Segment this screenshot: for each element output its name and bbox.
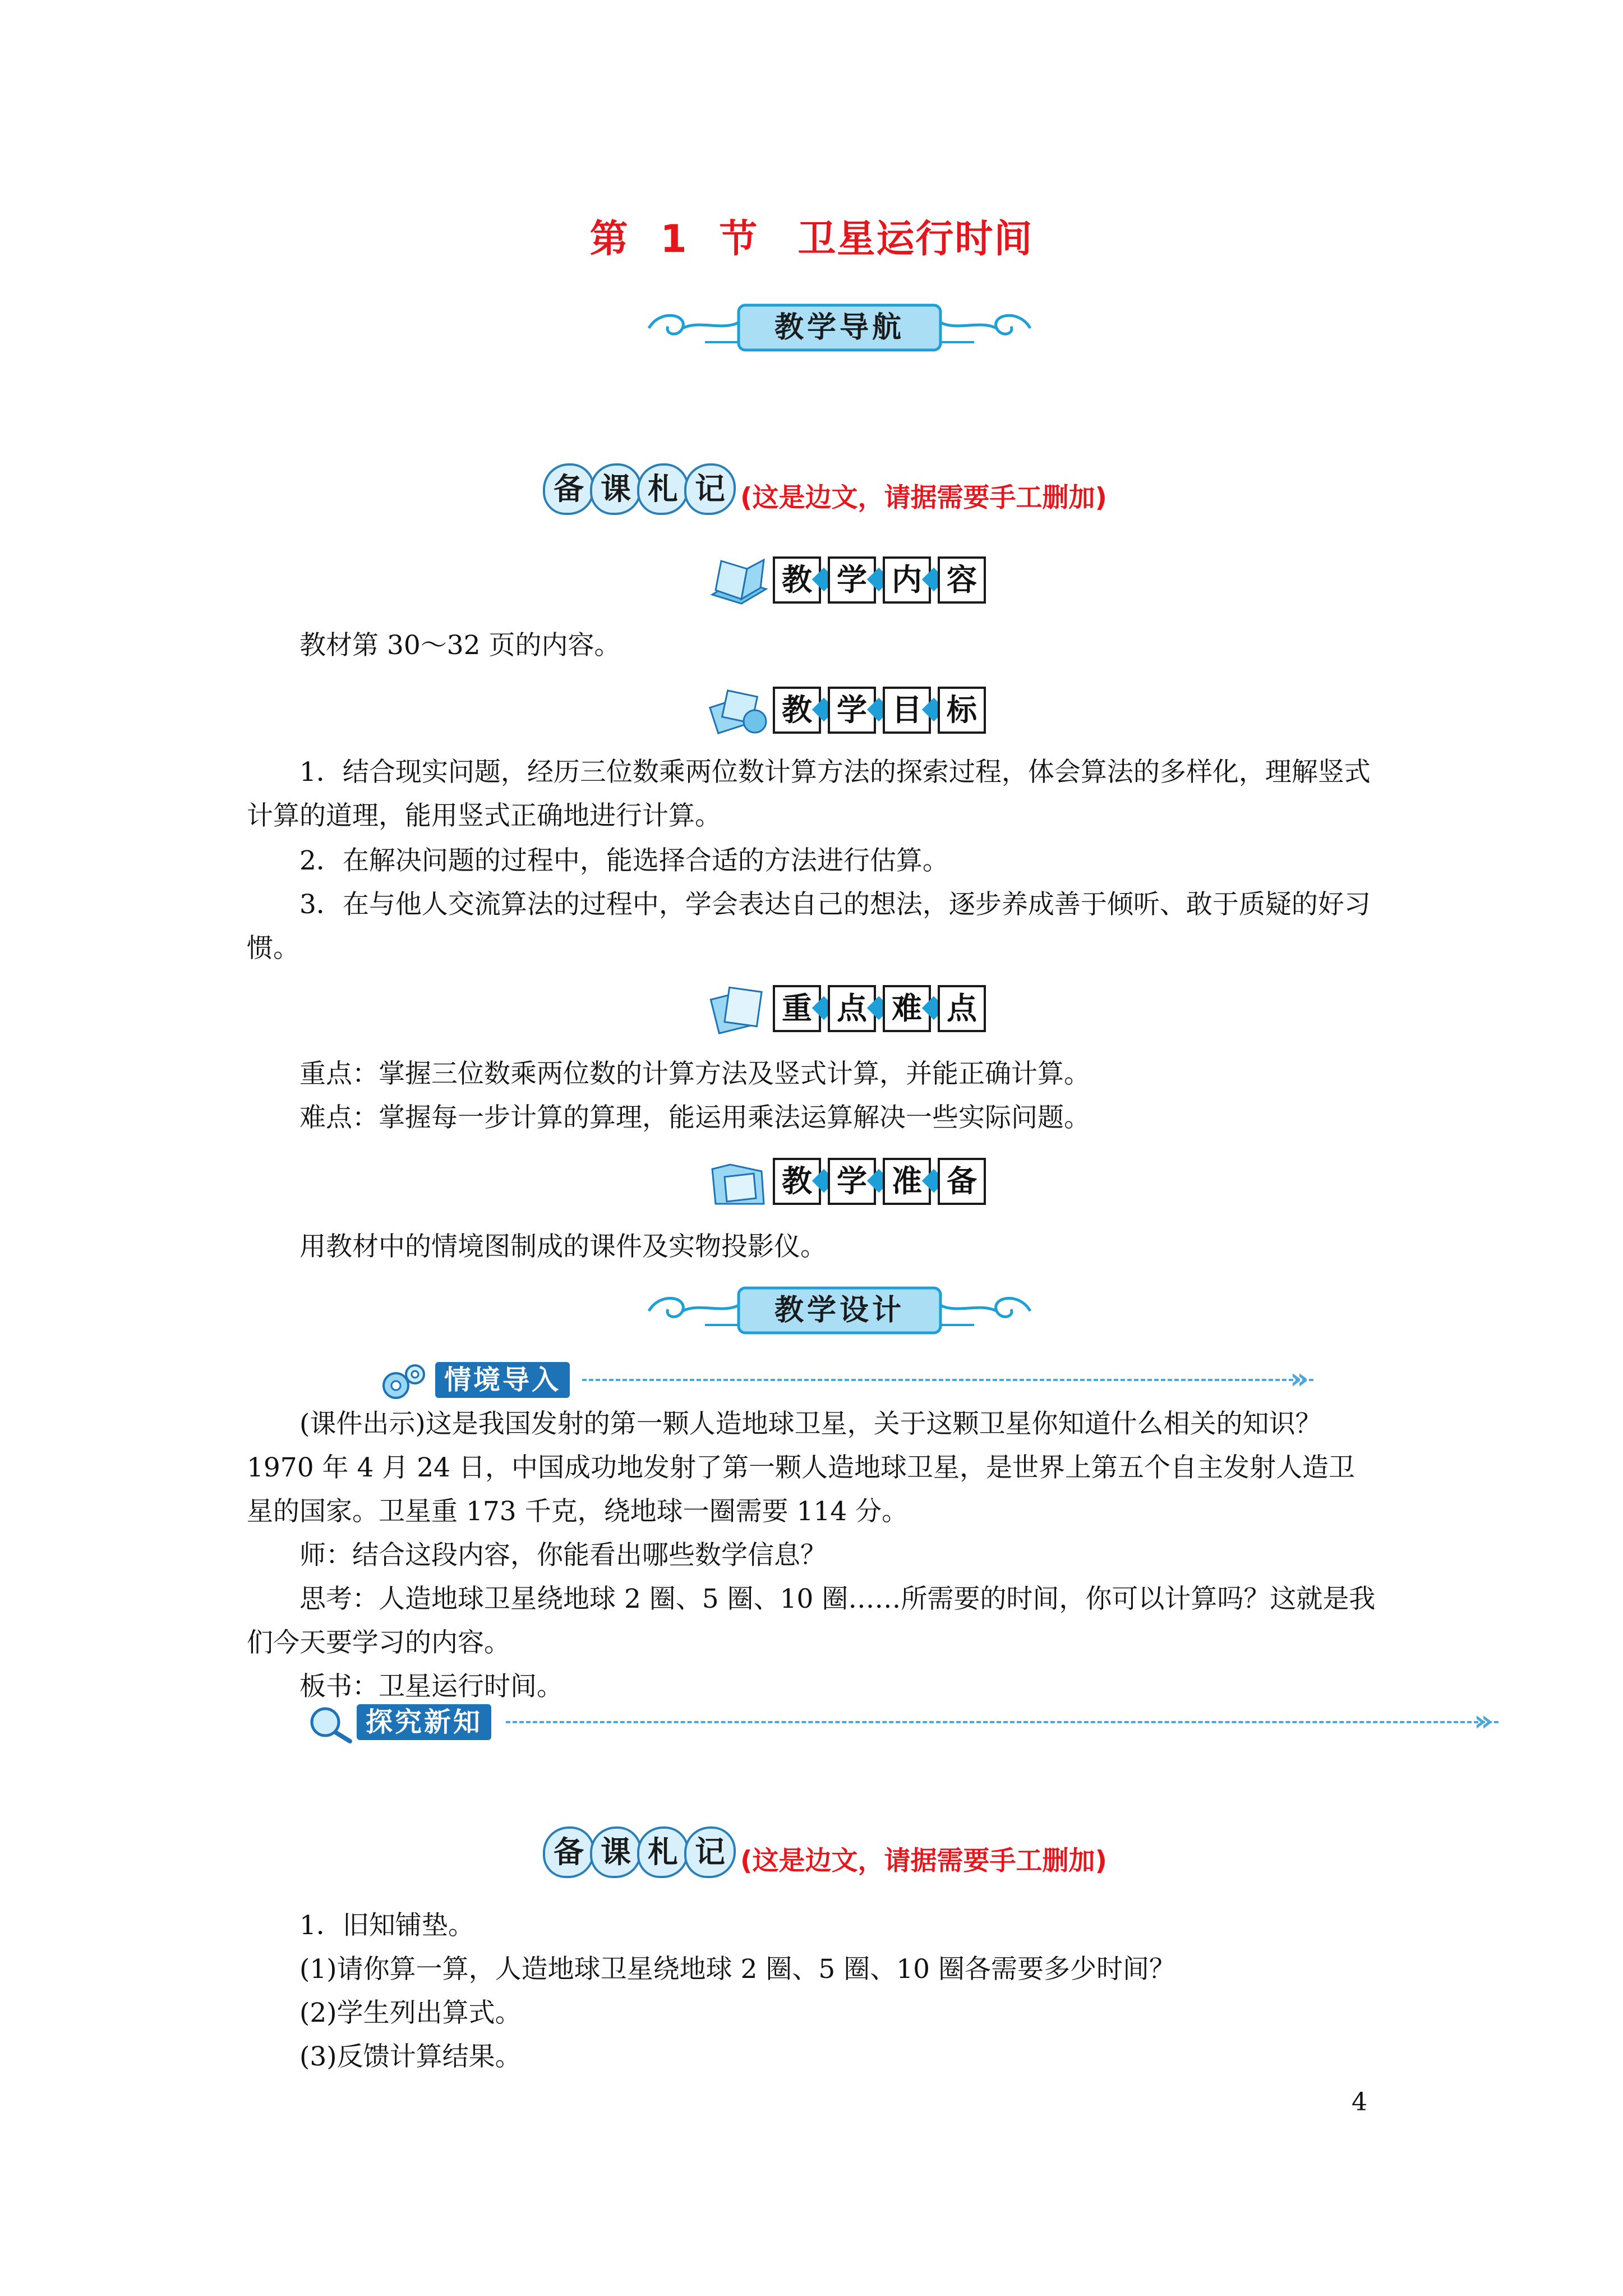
section-header-content <box>708 554 988 608</box>
section-char: 重 <box>773 985 821 1032</box>
notes-char: 课 <box>590 463 642 515</box>
intro-paragraph: 思考：人造地球卫星绕地球 2 圈、5 圈、10 圈……所需要的时间，你可以计算吗？这就是我们今天要学习的内容。 <box>247 1584 1376 1658</box>
folder-icon <box>708 1157 769 1208</box>
section-char: 目 <box>883 687 931 734</box>
notes-char: 记 <box>684 1826 736 1878</box>
notes-char: 备 <box>543 463 594 515</box>
notes-char: 札 <box>637 463 689 515</box>
intro-paragraph: (课件出示)这是我国发射的第一颗人造地球卫星，关于这颗卫星你知道什么相关的知识？1970 年 4 月 24 日，中国成功地发射了第一颗人造地球卫星，是世界上第五个自主发射人造卫星的国家。卫星重 173 千克，绕地球一圈需要 114 分。 <box>247 1409 1355 1527</box>
tag-scenario-intro <box>377 1358 1330 1402</box>
section-char: 内 <box>883 556 931 604</box>
difficult-point: 难点：掌握每一步计算的算理，能运用乘法运算解决一些实际问题。 <box>299 1102 1090 1133</box>
page-title: 第 1 节 卫星运行时间 <box>589 217 1034 261</box>
target-icon <box>708 685 769 737</box>
dashed-rule <box>582 1379 1313 1381</box>
tag-explore-new <box>303 1700 1493 1745</box>
section-char: 学 <box>828 687 876 734</box>
notes-margin-note: (这是边文，请据需要手工删加) <box>740 1846 1107 1876</box>
tag-label: 情境导入 <box>435 1362 570 1398</box>
notes-margin-note: (这是边文，请据需要手工删加) <box>740 482 1107 513</box>
content-text: 教材第 30～32 页的内容。 <box>299 630 621 661</box>
double-chevron-icon: » <box>1290 1362 1309 1396</box>
explore-paragraph: (3)反馈计算结果。 <box>299 2041 522 2072</box>
notes-char: 课 <box>590 1826 642 1878</box>
gears-icon <box>377 1358 433 1402</box>
double-chevron-icon: » <box>1474 1704 1493 1738</box>
goal-item: 3．在与他人交流算法的过程中，学会表达自己的想法，逐步养成善于倾听、敢于质疑的好习惯。 <box>247 889 1371 964</box>
goal-item: 2．在解决问题的过程中，能选择合适的方法进行估算。 <box>299 845 949 876</box>
book-icon <box>708 555 769 607</box>
tag-label: 探究新知 <box>357 1704 491 1740</box>
section-char: 学 <box>828 1158 876 1205</box>
intro-paragraph: 板书：卫星运行时间。 <box>299 1671 563 1702</box>
section-char: 标 <box>938 687 986 734</box>
explore-paragraph: 1．旧知铺垫。 <box>299 1910 474 1941</box>
section-char: 教 <box>773 1158 821 1205</box>
banner-teaching-design <box>638 1280 1041 1342</box>
section-char: 学 <box>828 556 876 604</box>
preparation-text: 用教材中的情境图制成的课件及实物投影仪。 <box>299 1231 827 1262</box>
banner-label: 教学导航 <box>774 311 905 344</box>
section-char: 备 <box>938 1158 986 1205</box>
section-char: 准 <box>883 1158 931 1205</box>
key-point: 重点：掌握三位数乘两位数的计算方法及竖式计算，并能正确计算。 <box>299 1059 1090 1089</box>
notes-header <box>543 460 1160 522</box>
section-header-goals <box>708 684 988 738</box>
section-char: 容 <box>938 556 986 604</box>
dashed-rule <box>506 1721 1498 1723</box>
explore-paragraph: (2)学生列出算式。 <box>299 1998 522 2028</box>
notes-char: 备 <box>543 1826 594 1878</box>
page-number: 4 <box>1352 2088 1367 2116</box>
section-char: 教 <box>773 687 821 734</box>
banner-label: 教学设计 <box>774 1294 905 1327</box>
notes-char: 记 <box>684 463 736 515</box>
explore-paragraph: (1)请你算一算，人造地球卫星绕地球 2 圈、5 圈、10 圈各需要多少时间？ <box>299 1954 1175 1985</box>
pages-icon <box>708 984 769 1036</box>
notes-header <box>543 1823 1160 1885</box>
banner-teaching-nav <box>638 297 1041 359</box>
section-char: 点 <box>938 985 986 1032</box>
magnifier-icon <box>303 1700 359 1745</box>
section-char: 难 <box>883 985 931 1032</box>
section-char: 点 <box>828 985 876 1032</box>
section-header-key-points <box>708 983 988 1037</box>
section-header-preparation <box>708 1156 988 1209</box>
section-char: 教 <box>773 556 821 604</box>
notes-char: 札 <box>637 1826 689 1878</box>
intro-paragraph: 师：结合这段内容，你能看出哪些数学信息？ <box>299 1540 827 1571</box>
goal-item: 1．结合现实问题，经历三位数乘两位数计算方法的探索过程，体会算法的多样化，理解竖式计算的道理，能用竖式正确地进行计算。 <box>247 757 1371 831</box>
